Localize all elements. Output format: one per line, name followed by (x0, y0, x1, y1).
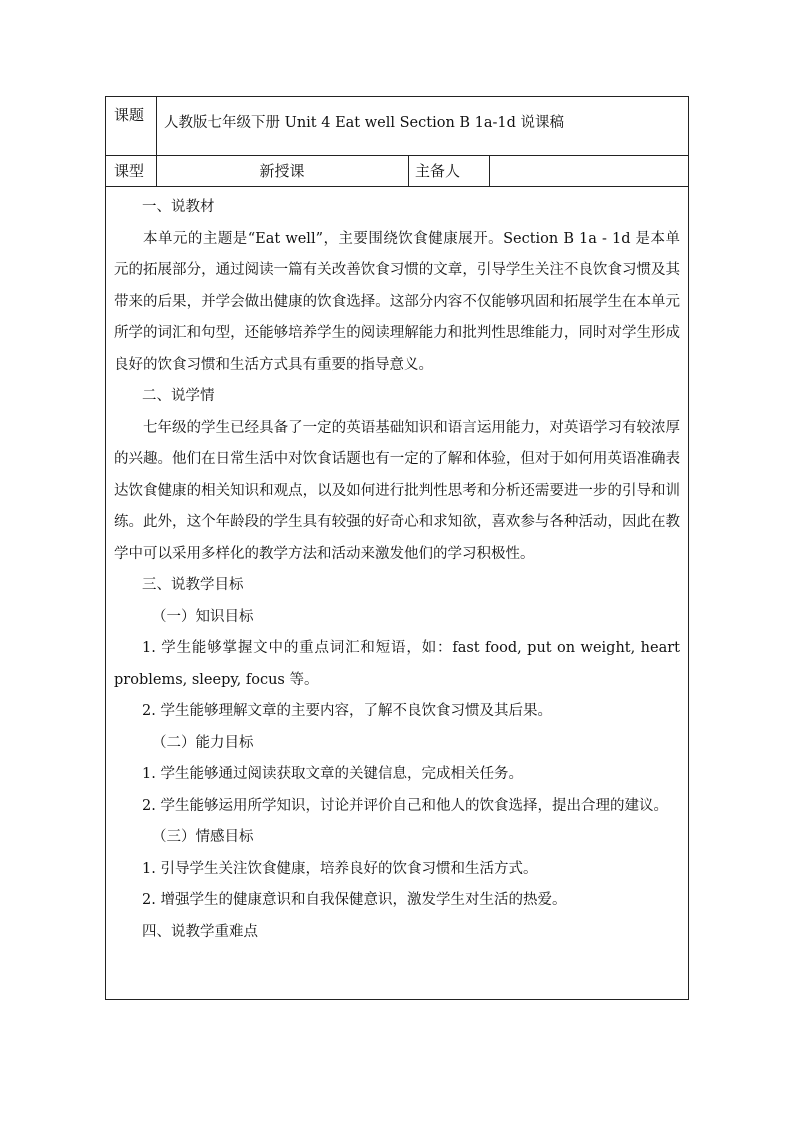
topic-value: 人教版七年级下册 Unit 4 Eat well Section B 1a-1d 说课稿 (164, 115, 565, 131)
section-heading: 二、说学情 (142, 388, 215, 404)
lesson-content (114, 192, 680, 948)
list-item: 2. 增强学生的健康意识和自我保健意识，激发学生对生活的热爱。 (142, 892, 567, 908)
table-column-divider (489, 155, 490, 186)
table-row-divider (106, 155, 688, 156)
paragraph: 本单元的主题是“Eat well”，主要围绕饮食健康展开。Section B 1a - 1d 是本单元的拓展部分，通过阅读一篇有关改善饮食习惯的文章，引导学生关注不良饮食习惯及其带来的后果，并学会做出健康的饮食选择。这部分内容不仅能够巩固和拓展学生在本单元所学的词汇和句型，还能够培养学生的阅读理解能力和批判性思维能力，同时对学生形成良好的饮食习惯和生活方式具有重要的指导意义。 (114, 230, 680, 373)
lesson-plan-table (105, 96, 689, 1000)
table-column-divider (408, 155, 409, 186)
topic-label: 课题 (114, 106, 145, 124)
table-row-divider (106, 186, 688, 187)
lesson-type-label: 课型 (114, 162, 145, 180)
list-item: 2. 学生能够运用所学知识，讨论并评价自己和他人的饮食选择，提出合理的建议。 (142, 797, 668, 814)
lead-preparer-label: 主备人 (415, 162, 461, 180)
list-item: 1. 学生能够掌握文中的重点词汇和短语，如：fast food, put on weight, heart problems, sleepy, focus 等。 (114, 640, 680, 688)
subsection-heading: （一）知识目标 (152, 608, 254, 625)
subsection-heading: （二）能力目标 (152, 734, 254, 751)
subsection-heading: （三）情感目标 (152, 829, 254, 845)
list-item: 2. 学生能够理解文章的主要内容，了解不良饮食习惯及其后果。 (142, 703, 552, 719)
paragraph: 七年级的学生已经具备了一定的英语基础知识和语言运用能力，对英语学习有较浓厚的兴趣。他们在日常生活中对饮食话题也有一定的了解和体验，但对于如何用英语准确表达饮食健康的相关知识和观点，以及如何进行批判性思考和分析还需要进一步的引导和训练。此外，这个年龄段的学生具有较强的好奇心和求知欲，喜欢参与各种活动，因此在教学中可以采用多样化的教学方法和活动来激发他们的学习积极性。 (114, 419, 680, 562)
list-item: 1. 引导学生关注饮食健康，培养良好的饮食习惯和生活方式。 (142, 860, 538, 877)
section-heading: 一、说教材 (142, 199, 215, 215)
lesson-type-value: 新授课 (259, 162, 305, 180)
list-item: 1. 学生能够通过阅读获取文章的关键信息，完成相关任务。 (142, 766, 523, 782)
section-heading: 三、说教学目标 (142, 577, 244, 593)
section-heading: 四、说教学重难点 (142, 923, 258, 940)
